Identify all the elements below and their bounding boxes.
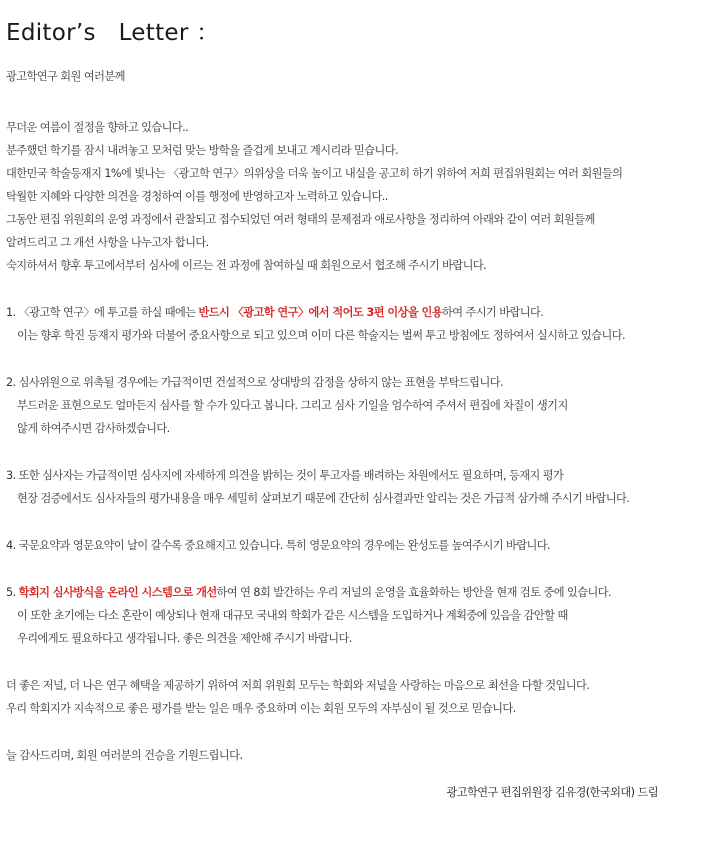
item-1-post: 하여 주시기 바랍니다. bbox=[441, 306, 544, 319]
signature: 광고학연구 편집위원장 김유경(한국외대) 드림 bbox=[446, 786, 658, 799]
item-5-continuation: 이 또한 초기에는 다소 혼란이 예상되나 현재 대규모 국내외 학회가 같은 시스템을 도입하거나 계획중에 있음을 감안할 때 bbox=[17, 609, 568, 622]
closing-line: 더 좋은 저널, 더 나은 연구 혜택을 제공하기 위하여 저희 위원회 모두는 학회와 저널을 사랑하는 마음으로 최선을 다할 것입니다. bbox=[6, 679, 590, 692]
item-2-continuation: 부드러운 표현으로도 얼마든지 심사를 할 수가 있다고 봅니다. 그리고 심사 기일을 엄수하여 주셔서 편집에 차질이 생기지 bbox=[17, 399, 568, 412]
item-4: 4. 국문요약과 영문요약이 날이 갈수록 중요해지고 있습니다. 특히 영문요약의 경우에는 완성도를 높여주시기 바랍니다. bbox=[6, 539, 551, 552]
item-1-continuation: 이는 향후 학진 등재지 평가와 더불어 중요사항으로 되고 있으며 이미 다른 학술지는 벌써 투고 방침에도 정하여서 실시하고 있습니다. bbox=[17, 329, 625, 342]
greeting: 광고학연구 회원 여러분께 bbox=[6, 70, 125, 83]
item-2: 2. 심사위원으로 위촉될 경우에는 가급적이면 건설적으로 상대방의 감정을 상하지 않는 표현을 부탁드립니다. bbox=[6, 376, 503, 389]
closing-line: 우리 학회지가 지속적으로 좋은 평가를 받는 일은 매우 중요하며 이는 회원 모두의 자부심이 될 것으로 믿습니다. bbox=[6, 702, 516, 715]
thanks-line: 늘 감사드리며, 회원 여러분의 건승을 기원드립니다. bbox=[6, 749, 243, 762]
intro-line: 숙지하셔서 향후 투고에서부터 심사에 이르는 전 과정에 참여하실 때 회원으로서 협조해 주시기 바랍니다. bbox=[6, 259, 487, 272]
intro-line: 대한민국 학술등재지 1%에 빛나는 〈광고학 연구〉의위상을 더욱 높이고 내실을 공고히 하기 위하여 저희 편집위원회는 여러 회원들의 bbox=[6, 167, 623, 180]
item-5-highlight: 학회지 심사방식을 온라인 시스템으로 개선 bbox=[18, 586, 217, 599]
item-3: 3. 또한 심사자는 가급적이면 심사지에 자세하게 의견을 밝히는 것이 투고자를 배려하는 차원에서도 필요하며, 등재지 평가 bbox=[6, 469, 564, 482]
page-title: Editor’s Letter ： bbox=[6, 20, 220, 46]
intro-line: 그동안 편집 위원회의 운영 과정에서 관찰되고 접수되었던 여러 형태의 문제점과 애로사항을 정리하여 아래와 같이 여러 회원들께 bbox=[6, 213, 595, 226]
item-5 bbox=[6, 585, 611, 601]
item-3-continuation: 현장 검증에서도 심사자들의 평가내용을 매우 세밀히 살펴보기 때문에 간단히 심사결과만 알리는 것은 가급적 삼가해 주시기 바랍니다. bbox=[17, 492, 630, 505]
item-5-pre: 5. bbox=[6, 586, 19, 599]
intro-line: 알려드리고 그 개선 사항을 나누고자 합니다. bbox=[6, 236, 209, 249]
item-1 bbox=[6, 305, 543, 321]
intro-line: 무더운 여름이 절정을 향하고 있습니다.. bbox=[6, 121, 189, 134]
intro-line: 분주했던 학기를 잠시 내려놓고 모처럼 맞는 방학을 즐겁게 보내고 계시리라 믿습니다. bbox=[6, 144, 399, 157]
item-2-continuation: 않게 하여주시면 감사하겠습니다. bbox=[17, 422, 170, 435]
item-1-pre: 1. 〈광고학 연구〉에 투고를 하실 때에는 bbox=[6, 306, 199, 319]
item-1-highlight: 반드시 〈광고학 연구〉에서 적어도 3편 이상을 인용 bbox=[198, 306, 442, 319]
item-5-continuation: 우리에게도 필요하다고 생각됩니다. 좋은 의견을 제안해 주시기 바랍니다. bbox=[17, 632, 352, 645]
item-5-post: 하여 연 8회 발간하는 우리 저널의 운영을 효율화하는 방안을 현재 검토 중에 있습니다. bbox=[216, 586, 612, 599]
intro-line: 탁월한 지혜와 다양한 의견을 경청하여 이를 행정에 반영하고자 노력하고 있습니다.. bbox=[6, 190, 388, 203]
